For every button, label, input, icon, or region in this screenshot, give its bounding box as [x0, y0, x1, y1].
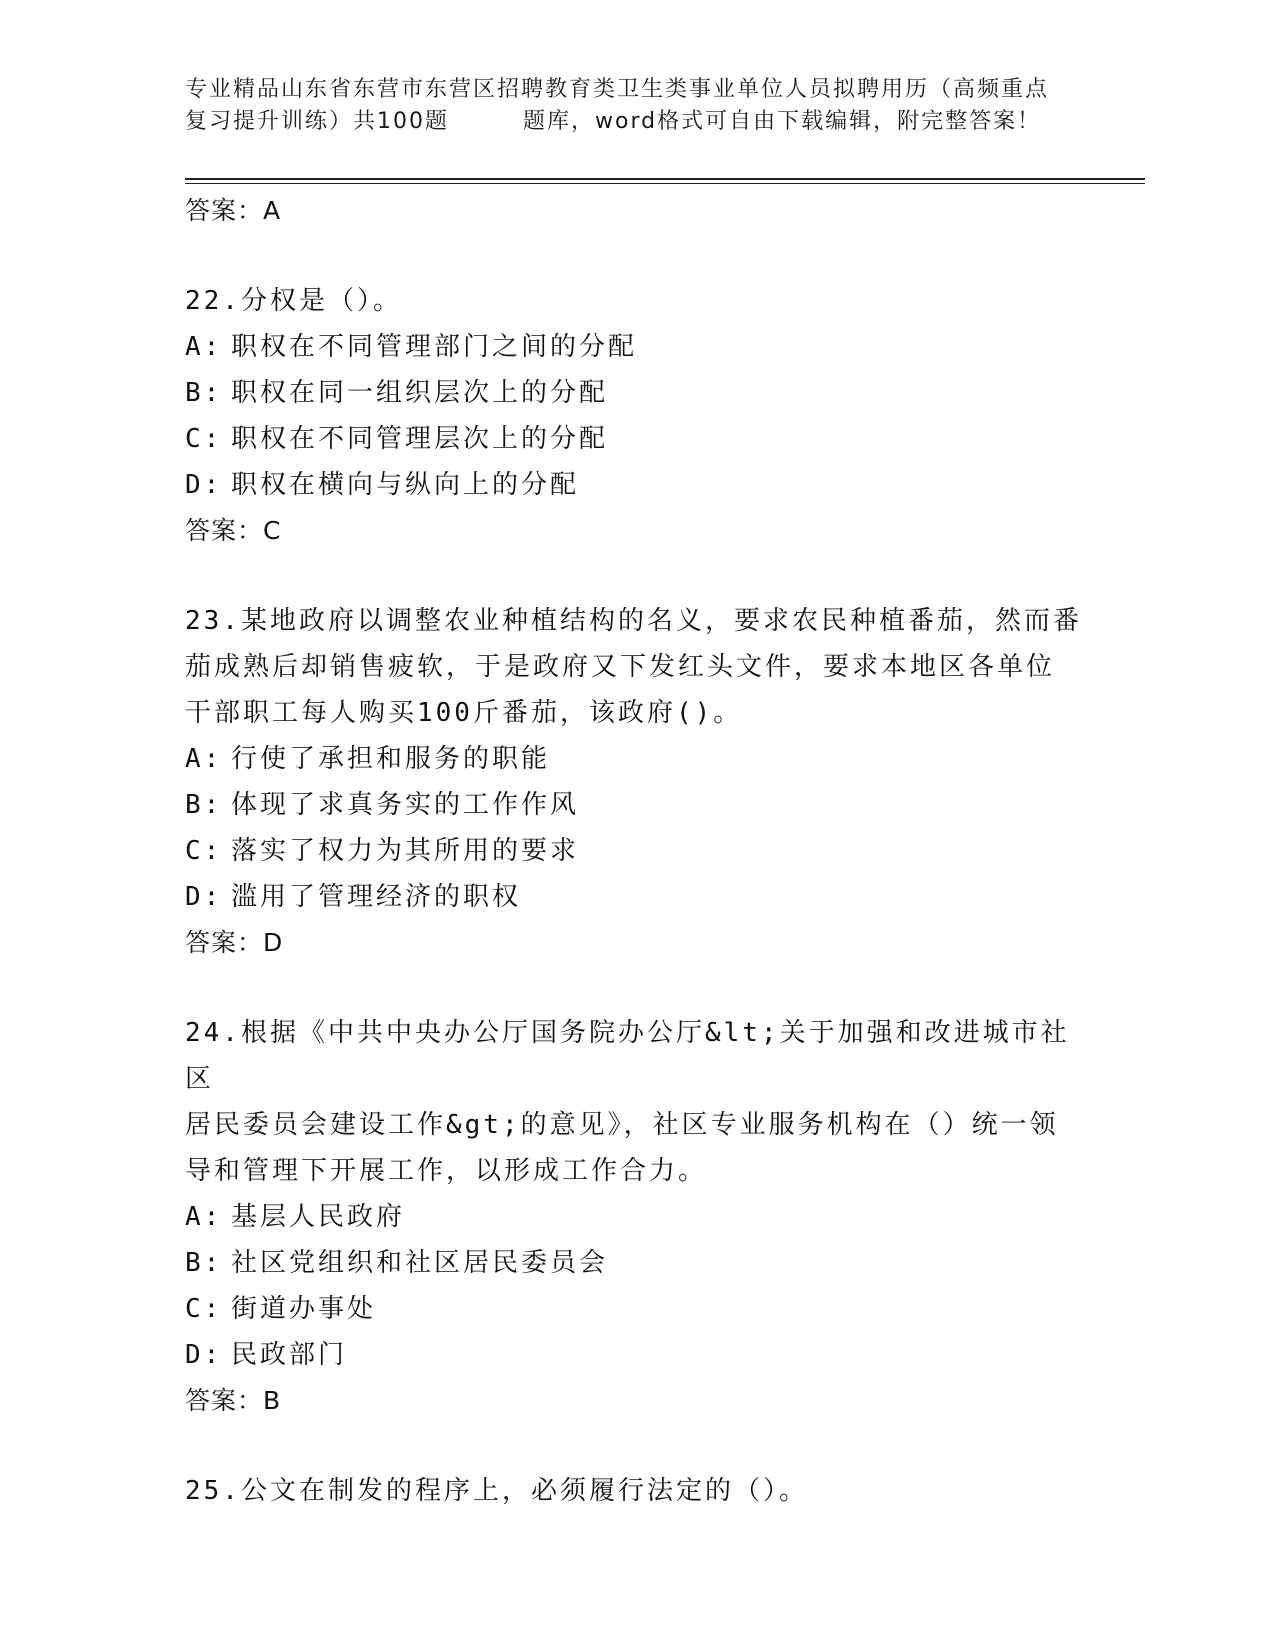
question-24-option-d: D: 民政部门	[185, 1340, 348, 1370]
question-22	[185, 278, 1085, 554]
answer-23: 答案：D	[185, 928, 284, 957]
question-22-option-b: B: 职权在同一组织层次上的分配	[185, 378, 609, 408]
question-list	[185, 188, 1085, 1514]
question-23-stem-line-2: 茄成熟后却销售疲软，于是政府又下发红头文件，要求本地区各单位	[185, 652, 1056, 682]
header-line-1: 专业精品山东省东营市东营区招聘教育类卫生类事业单位人员拟聘用历（高频重点	[185, 77, 1050, 102]
header-line-2-part-a: 复习提升训练）共100题	[185, 109, 449, 134]
question-24-option-a: A: 基层人民政府	[185, 1202, 406, 1232]
question-23-option-b: B: 体现了求真务实的工作作风	[185, 790, 580, 820]
question-24	[185, 1010, 1085, 1424]
question-24-option-c: C: 街道办事处	[185, 1294, 377, 1324]
question-23-stem-line-1: 23.某地政府以调整农业种植结构的名义，要求农民种植番茄，然而番	[185, 606, 1082, 636]
question-24-stem-line-3: 导和管理下开展工作，以形成工作合力。	[185, 1156, 708, 1186]
question-25	[185, 1468, 1085, 1514]
question-23	[185, 598, 1085, 966]
question-23-option-d: D: 滥用了管理经济的职权	[185, 882, 522, 912]
question-22-option-d: D: 职权在横向与纵向上的分配	[185, 470, 580, 500]
header-divider-thick	[185, 178, 1145, 180]
question-22-option-a: A: 职权在不同管理部门之间的分配	[185, 332, 638, 362]
answer-24: 答案：B	[185, 1386, 282, 1415]
header-divider-thin	[185, 183, 1145, 184]
question-23-option-c: C: 落实了权力为其所用的要求	[185, 836, 580, 866]
header-line-2	[185, 106, 1085, 138]
header-line-2-part-b: 题库，word格式可自由下载编辑，附完整答案！	[523, 109, 1042, 134]
question-24-stem-line-2: 居民委员会建设工作&gt;的意见》，社区专业服务机构在（）统一领	[185, 1110, 1059, 1140]
question-23-stem-line-3: 干部职工每人购买100斤番茄，该政府()。	[185, 698, 743, 728]
question-22-stem: 22.分权是（）。	[185, 286, 402, 316]
question-24-stem-line-1: 24.根据《中共中央办公厅国务院办公厅&lt;关于加强和改进城市社区	[185, 1018, 1070, 1094]
question-24-option-b: B: 社区党组织和社区居民委员会	[185, 1248, 609, 1278]
page-header	[185, 74, 1085, 138]
answer-22: 答案：C	[185, 516, 282, 545]
answer-21: 答案：A	[185, 196, 282, 225]
question-22-option-c: C: 职权在不同管理层次上的分配	[185, 424, 609, 454]
question-25-stem: 25.公文在制发的程序上，必须履行法定的（）。	[185, 1476, 808, 1506]
question-23-option-a: A: 行使了承担和服务的职能	[185, 744, 551, 774]
